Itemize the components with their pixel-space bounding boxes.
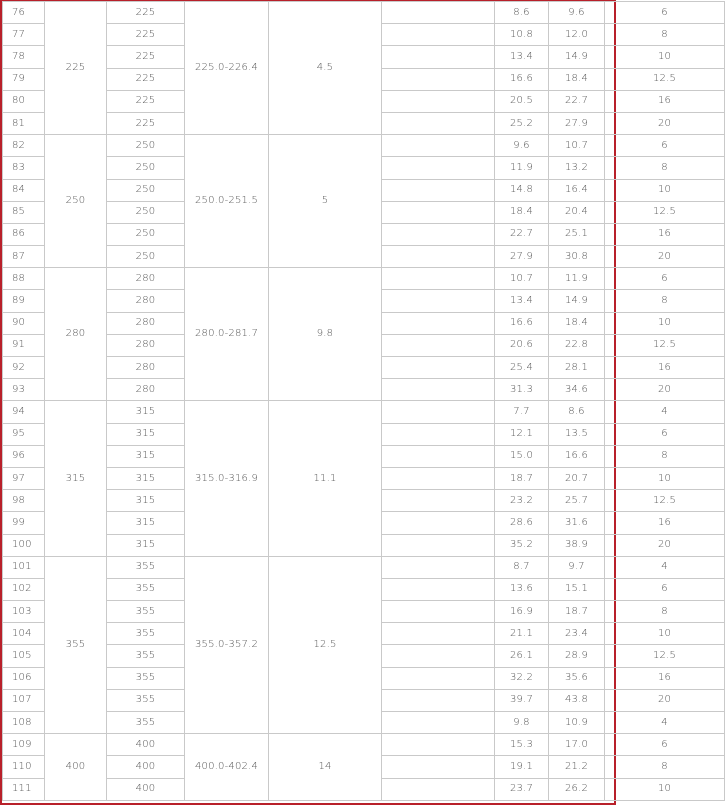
row-number-cell: 90 bbox=[3, 312, 45, 334]
diameter-cell: 280 bbox=[107, 357, 185, 379]
wall-max-cell: 17.0 bbox=[549, 734, 605, 756]
diameter-cell: 250 bbox=[107, 135, 185, 157]
pressure-cell: 12.5 bbox=[605, 334, 725, 356]
wall-max-cell: 22.7 bbox=[549, 90, 605, 112]
diameter-cell: 355 bbox=[107, 645, 185, 667]
pressure-cell: 6 bbox=[605, 734, 725, 756]
pressure-cell: 6 bbox=[605, 135, 725, 157]
nominal-diameter-cell: 225 bbox=[45, 2, 107, 135]
pressure-cell: 10 bbox=[605, 312, 725, 334]
blank-cell bbox=[382, 556, 495, 578]
row-number-cell: 107 bbox=[3, 689, 45, 711]
row-number-cell: 102 bbox=[3, 578, 45, 600]
diameter-cell: 315 bbox=[107, 467, 185, 489]
wall-max-cell: 28.9 bbox=[549, 645, 605, 667]
pressure-cell: 16 bbox=[605, 512, 725, 534]
blank-cell bbox=[382, 423, 495, 445]
pressure-cell: 4 bbox=[605, 712, 725, 734]
blank-cell bbox=[382, 46, 495, 68]
blank-cell bbox=[382, 112, 495, 134]
diameter-cell: 355 bbox=[107, 667, 185, 689]
blank-cell bbox=[382, 24, 495, 46]
row-number-cell: 109 bbox=[3, 734, 45, 756]
row-number-cell: 98 bbox=[3, 490, 45, 512]
wall-min-cell: 16.6 bbox=[495, 68, 549, 90]
blank-cell bbox=[382, 379, 495, 401]
wall-max-cell: 25.7 bbox=[549, 490, 605, 512]
diameter-cell: 225 bbox=[107, 112, 185, 134]
pressure-cell: 10 bbox=[605, 179, 725, 201]
wall-max-cell: 9.7 bbox=[549, 556, 605, 578]
wall-max-cell: 25.1 bbox=[549, 223, 605, 245]
row-number-cell: 84 bbox=[3, 179, 45, 201]
wall-max-cell: 15.1 bbox=[549, 578, 605, 600]
row-number-cell: 105 bbox=[3, 645, 45, 667]
pressure-cell: 8 bbox=[605, 756, 725, 778]
wall-min-cell: 22.7 bbox=[495, 223, 549, 245]
wall-min-cell: 16.6 bbox=[495, 312, 549, 334]
blank-cell bbox=[382, 268, 495, 290]
wall-max-cell: 14.9 bbox=[549, 46, 605, 68]
wall-min-cell: 39.7 bbox=[495, 689, 549, 711]
blank-cell bbox=[382, 312, 495, 334]
blank-cell bbox=[382, 135, 495, 157]
blank-cell bbox=[382, 623, 495, 645]
pressure-cell: 20 bbox=[605, 112, 725, 134]
pressure-cell: 6 bbox=[605, 423, 725, 445]
wall-max-cell: 28.1 bbox=[549, 357, 605, 379]
wall-max-cell: 20.4 bbox=[549, 201, 605, 223]
pressure-cell: 10 bbox=[605, 623, 725, 645]
wall-max-cell: 13.2 bbox=[549, 157, 605, 179]
wall-max-cell: 18.4 bbox=[549, 68, 605, 90]
group-value-cell: 11.1 bbox=[269, 401, 382, 556]
pressure-cell: 16 bbox=[605, 90, 725, 112]
diameter-cell: 315 bbox=[107, 445, 185, 467]
wall-min-cell: 27.9 bbox=[495, 246, 549, 268]
blank-cell bbox=[382, 667, 495, 689]
pressure-cell: 10 bbox=[605, 46, 725, 68]
blank-cell bbox=[382, 445, 495, 467]
row-number-cell: 99 bbox=[3, 512, 45, 534]
wall-min-cell: 13.4 bbox=[495, 290, 549, 312]
blank-cell bbox=[382, 689, 495, 711]
diameter-cell: 315 bbox=[107, 423, 185, 445]
wall-min-cell: 9.8 bbox=[495, 712, 549, 734]
nominal-diameter-cell: 250 bbox=[45, 135, 107, 268]
blank-cell bbox=[382, 201, 495, 223]
wall-max-cell: 18.7 bbox=[549, 601, 605, 623]
wall-max-cell: 8.6 bbox=[549, 401, 605, 423]
diameter-range-cell: 250.0-251.5 bbox=[185, 135, 269, 268]
nominal-diameter-cell: 355 bbox=[45, 556, 107, 734]
row-number-cell: 101 bbox=[3, 556, 45, 578]
row-number-cell: 94 bbox=[3, 401, 45, 423]
blank-cell bbox=[382, 157, 495, 179]
diameter-cell: 400 bbox=[107, 778, 185, 800]
wall-max-cell: 22.8 bbox=[549, 334, 605, 356]
diameter-range-cell: 400.0-402.4 bbox=[185, 734, 269, 801]
row-number-cell: 95 bbox=[3, 423, 45, 445]
row-number-cell: 85 bbox=[3, 201, 45, 223]
blank-cell bbox=[382, 2, 495, 24]
row-number-cell: 83 bbox=[3, 157, 45, 179]
diameter-cell: 355 bbox=[107, 623, 185, 645]
blank-cell bbox=[382, 401, 495, 423]
wall-max-cell: 31.6 bbox=[549, 512, 605, 534]
wall-min-cell: 23.7 bbox=[495, 778, 549, 800]
row-number-cell: 104 bbox=[3, 623, 45, 645]
diameter-cell: 355 bbox=[107, 556, 185, 578]
pressure-cell: 4 bbox=[605, 401, 725, 423]
pressure-cell: 8 bbox=[605, 290, 725, 312]
wall-max-cell: 12.0 bbox=[549, 24, 605, 46]
row-number-cell: 97 bbox=[3, 467, 45, 489]
blank-cell bbox=[382, 734, 495, 756]
table-row bbox=[3, 734, 725, 756]
row-number-cell: 106 bbox=[3, 667, 45, 689]
blank-cell bbox=[382, 334, 495, 356]
diameter-cell: 225 bbox=[107, 46, 185, 68]
group-value-cell: 5 bbox=[269, 135, 382, 268]
blank-cell bbox=[382, 712, 495, 734]
table-row bbox=[3, 556, 725, 578]
wall-max-cell: 10.7 bbox=[549, 135, 605, 157]
pressure-cell: 4 bbox=[605, 556, 725, 578]
wall-min-cell: 8.7 bbox=[495, 556, 549, 578]
row-number-cell: 82 bbox=[3, 135, 45, 157]
wall-min-cell: 20.5 bbox=[495, 90, 549, 112]
wall-max-cell: 26.2 bbox=[549, 778, 605, 800]
diameter-range-cell: 225.0-226.4 bbox=[185, 2, 269, 135]
wall-min-cell: 23.2 bbox=[495, 490, 549, 512]
wall-min-cell: 28.6 bbox=[495, 512, 549, 534]
diameter-range-cell: 315.0-316.9 bbox=[185, 401, 269, 556]
blank-cell bbox=[382, 490, 495, 512]
diameter-cell: 400 bbox=[107, 734, 185, 756]
row-number-cell: 80 bbox=[3, 90, 45, 112]
wall-max-cell: 27.9 bbox=[549, 112, 605, 134]
diameter-cell: 250 bbox=[107, 246, 185, 268]
pipe-spec-table bbox=[2, 1, 725, 801]
diameter-cell: 315 bbox=[107, 401, 185, 423]
diameter-cell: 280 bbox=[107, 312, 185, 334]
diameter-cell: 355 bbox=[107, 689, 185, 711]
wall-min-cell: 18.4 bbox=[495, 201, 549, 223]
row-number-cell: 79 bbox=[3, 68, 45, 90]
blank-cell bbox=[382, 601, 495, 623]
nominal-diameter-cell: 400 bbox=[45, 734, 107, 801]
wall-min-cell: 11.9 bbox=[495, 157, 549, 179]
diameter-cell: 280 bbox=[107, 334, 185, 356]
wall-min-cell: 18.7 bbox=[495, 467, 549, 489]
wall-max-cell: 16.6 bbox=[549, 445, 605, 467]
diameter-cell: 315 bbox=[107, 490, 185, 512]
row-number-cell: 76 bbox=[3, 2, 45, 24]
pressure-cell: 20 bbox=[605, 246, 725, 268]
group-value-cell: 4.5 bbox=[269, 2, 382, 135]
diameter-cell: 355 bbox=[107, 712, 185, 734]
wall-min-cell: 25.2 bbox=[495, 112, 549, 134]
blank-cell bbox=[382, 534, 495, 556]
table-body bbox=[3, 2, 725, 801]
blank-cell bbox=[382, 645, 495, 667]
blank-cell bbox=[382, 179, 495, 201]
pressure-cell: 16 bbox=[605, 223, 725, 245]
pressure-cell: 16 bbox=[605, 357, 725, 379]
table-row bbox=[3, 268, 725, 290]
wall-min-cell: 20.6 bbox=[495, 334, 549, 356]
wall-min-cell: 15.0 bbox=[495, 445, 549, 467]
pressure-cell: 8 bbox=[605, 601, 725, 623]
wall-max-cell: 21.2 bbox=[549, 756, 605, 778]
row-number-cell: 110 bbox=[3, 756, 45, 778]
group-value-cell: 12.5 bbox=[269, 556, 382, 734]
diameter-range-cell: 355.0-357.2 bbox=[185, 556, 269, 734]
wall-min-cell: 13.6 bbox=[495, 578, 549, 600]
wall-min-cell: 21.1 bbox=[495, 623, 549, 645]
wall-min-cell: 9.6 bbox=[495, 135, 549, 157]
blank-cell bbox=[382, 467, 495, 489]
row-number-cell: 87 bbox=[3, 246, 45, 268]
pressure-cell: 8 bbox=[605, 24, 725, 46]
wall-min-cell: 10.8 bbox=[495, 24, 549, 46]
row-number-cell: 88 bbox=[3, 268, 45, 290]
wall-max-cell: 30.8 bbox=[549, 246, 605, 268]
wall-max-cell: 23.4 bbox=[549, 623, 605, 645]
group-value-cell: 14 bbox=[269, 734, 382, 801]
wall-min-cell: 32.2 bbox=[495, 667, 549, 689]
blank-cell bbox=[382, 223, 495, 245]
wall-min-cell: 13.4 bbox=[495, 46, 549, 68]
diameter-cell: 280 bbox=[107, 268, 185, 290]
pressure-cell: 20 bbox=[605, 379, 725, 401]
wall-max-cell: 43.8 bbox=[549, 689, 605, 711]
diameter-cell: 355 bbox=[107, 601, 185, 623]
wall-min-cell: 7.7 bbox=[495, 401, 549, 423]
pressure-cell: 12.5 bbox=[605, 201, 725, 223]
pressure-cell: 6 bbox=[605, 578, 725, 600]
pressure-cell: 8 bbox=[605, 445, 725, 467]
pressure-cell: 16 bbox=[605, 667, 725, 689]
row-number-cell: 78 bbox=[3, 46, 45, 68]
wall-max-cell: 18.4 bbox=[549, 312, 605, 334]
pressure-cell: 10 bbox=[605, 778, 725, 800]
wall-min-cell: 26.1 bbox=[495, 645, 549, 667]
diameter-cell: 225 bbox=[107, 24, 185, 46]
wall-min-cell: 10.7 bbox=[495, 268, 549, 290]
blank-cell bbox=[382, 578, 495, 600]
diameter-cell: 225 bbox=[107, 2, 185, 24]
pressure-cell: 12.5 bbox=[605, 490, 725, 512]
diameter-cell: 315 bbox=[107, 512, 185, 534]
wall-max-cell: 9.6 bbox=[549, 2, 605, 24]
diameter-cell: 250 bbox=[107, 157, 185, 179]
pressure-cell: 20 bbox=[605, 534, 725, 556]
diameter-cell: 250 bbox=[107, 201, 185, 223]
table-row bbox=[3, 401, 725, 423]
wall-min-cell: 35.2 bbox=[495, 534, 549, 556]
wall-max-cell: 11.9 bbox=[549, 268, 605, 290]
diameter-cell: 280 bbox=[107, 379, 185, 401]
wall-max-cell: 10.9 bbox=[549, 712, 605, 734]
diameter-cell: 250 bbox=[107, 179, 185, 201]
diameter-range-cell: 280.0-281.7 bbox=[185, 268, 269, 401]
table-row bbox=[3, 2, 725, 24]
row-number-cell: 81 bbox=[3, 112, 45, 134]
wall-max-cell: 34.6 bbox=[549, 379, 605, 401]
wall-min-cell: 31.3 bbox=[495, 379, 549, 401]
blank-cell bbox=[382, 246, 495, 268]
table-row bbox=[3, 135, 725, 157]
diameter-cell: 315 bbox=[107, 534, 185, 556]
diameter-cell: 225 bbox=[107, 90, 185, 112]
wall-max-cell: 38.9 bbox=[549, 534, 605, 556]
row-number-cell: 108 bbox=[3, 712, 45, 734]
blank-cell bbox=[382, 90, 495, 112]
row-number-cell: 77 bbox=[3, 24, 45, 46]
row-number-cell: 93 bbox=[3, 379, 45, 401]
row-number-cell: 86 bbox=[3, 223, 45, 245]
blank-cell bbox=[382, 778, 495, 800]
row-number-cell: 92 bbox=[3, 357, 45, 379]
row-number-cell: 89 bbox=[3, 290, 45, 312]
row-number-cell: 111 bbox=[3, 778, 45, 800]
blank-cell bbox=[382, 290, 495, 312]
diameter-cell: 280 bbox=[107, 290, 185, 312]
diameter-cell: 355 bbox=[107, 578, 185, 600]
wall-max-cell: 13.5 bbox=[549, 423, 605, 445]
pressure-cell: 20 bbox=[605, 689, 725, 711]
row-number-cell: 100 bbox=[3, 534, 45, 556]
wall-max-cell: 16.4 bbox=[549, 179, 605, 201]
wall-min-cell: 15.3 bbox=[495, 734, 549, 756]
wall-max-cell: 35.6 bbox=[549, 667, 605, 689]
wall-min-cell: 25.4 bbox=[495, 357, 549, 379]
pressure-cell: 10 bbox=[605, 467, 725, 489]
blank-cell bbox=[382, 512, 495, 534]
pressure-cell: 6 bbox=[605, 2, 725, 24]
blank-cell bbox=[382, 357, 495, 379]
row-number-cell: 91 bbox=[3, 334, 45, 356]
wall-min-cell: 19.1 bbox=[495, 756, 549, 778]
wall-min-cell: 12.1 bbox=[495, 423, 549, 445]
row-number-cell: 103 bbox=[3, 601, 45, 623]
pressure-cell: 8 bbox=[605, 157, 725, 179]
blank-cell bbox=[382, 68, 495, 90]
wall-min-cell: 14.8 bbox=[495, 179, 549, 201]
wall-min-cell: 16.9 bbox=[495, 601, 549, 623]
row-number-cell: 96 bbox=[3, 445, 45, 467]
wall-max-cell: 14.9 bbox=[549, 290, 605, 312]
pressure-cell: 12.5 bbox=[605, 68, 725, 90]
diameter-cell: 225 bbox=[107, 68, 185, 90]
diameter-cell: 250 bbox=[107, 223, 185, 245]
pressure-cell: 12.5 bbox=[605, 645, 725, 667]
wall-max-cell: 20.7 bbox=[549, 467, 605, 489]
nominal-diameter-cell: 280 bbox=[45, 268, 107, 401]
group-value-cell: 9.8 bbox=[269, 268, 382, 401]
pressure-cell: 6 bbox=[605, 268, 725, 290]
nominal-diameter-cell: 315 bbox=[45, 401, 107, 556]
diameter-cell: 400 bbox=[107, 756, 185, 778]
blank-cell bbox=[382, 756, 495, 778]
wall-min-cell: 8.6 bbox=[495, 2, 549, 24]
